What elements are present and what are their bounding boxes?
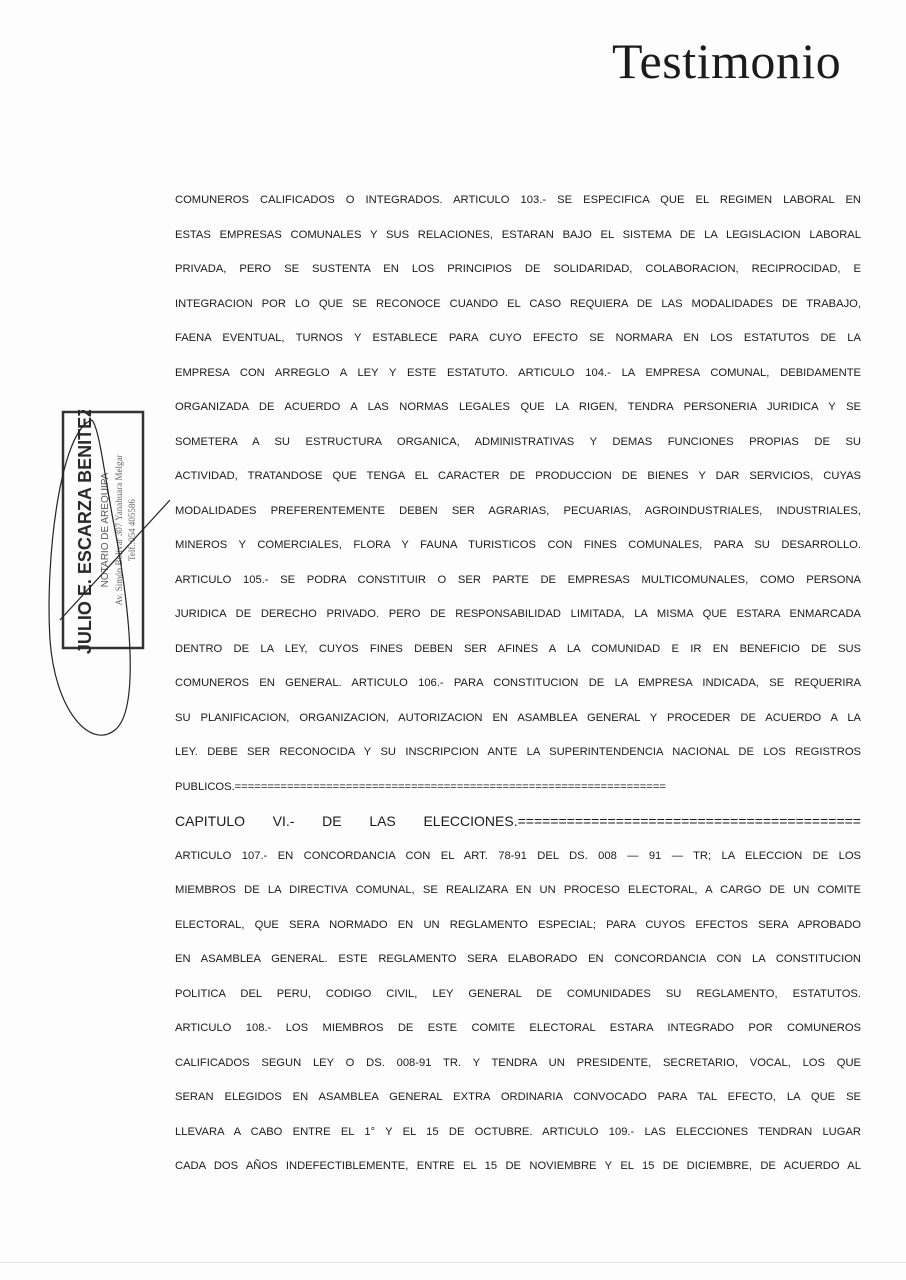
notary-stamp-graphic	[20, 410, 180, 770]
chapter-heading: CAPITULO VI.- DE LAS ELECCIONES.==========================================	[175, 813, 861, 829]
text-line: ELECTORAL, QUE SERA NORMADO EN UN REGLAMENTO ESPECIAL; PARA CUYOS EFECTOS SERA APROBADO	[175, 918, 861, 931]
text-line: ORGANIZADA DE ACUERDO A LAS NORMAS LEGALES QUE LA RIGEN, TENDRA PERSONERIA JURIDICA Y SE	[175, 401, 861, 413]
text-line: SERAN ELEGIDOS EN ASAMBLEA GENERAL EXTRA ORDINARIA CONVOCADO PARA TAL EFECTO, LA QUE SE	[175, 1091, 861, 1103]
text-line: PRIVADA, PERO SE SUSTENTA EN LOS PRINCIPIOS DE SOLIDARIDAD, COLABORACION, RECIPROCIDAD, E	[175, 263, 861, 275]
text-line: MIEMBROS DE LA DIRECTIVA COMUNAL, SE REALIZARA EN UN PROCESO ELECTORAL, A CARGO DE UN COMITE	[175, 884, 861, 896]
text-line: MINEROS Y COMERCIALES, FLORA Y FAUNA TURISTICOS CON FINES COMUNALES, PARA SU DESARROLLO.	[175, 539, 861, 551]
stamp-address: Av. Simón Bolívar 307 Yanahuara Melgar	[114, 454, 124, 606]
text-line: CALIFICADOS SEGUN LEY O DS. 008-91 TR. Y TENDRA UN PRESIDENTE, SECRETARIO, VOCAL, LOS QUE	[175, 1056, 861, 1069]
text-line: DENTRO DE LA LEY, CUYOS FINES DEBEN SER AFINES A LA COMUNIDAD E IR EN BENEFICIO DE SUS	[175, 642, 861, 655]
text-line: FAENA EVENTUAL, TURNOS Y ESTABLECE PARA CUYO EFECTO SE NORMARA EN LOS ESTATUTOS DE LA	[175, 332, 861, 344]
text-line: COMUNEROS CALIFICADOS O INTEGRADOS. ARTICULO 103.- SE ESPECIFICA QUE EL REGIMEN LABORAL EN	[175, 194, 861, 206]
page-title: Testimonio	[612, 33, 842, 89]
text-line: ESTAS EMPRESAS COMUNALES Y SUS RELACIONES, ESTARAN BAJO EL SISTEMA DE LA LEGISLACION LABORAL	[175, 228, 861, 241]
text-line: ACTIVIDAD, TRATANDOSE QUE TENGA EL CARACTER DE PRODUCCION DE BIENES Y DAR SERVICIOS, CUYAS	[175, 470, 861, 482]
text-line: SOMETERA A SU ESTRUCTURA ORGANICA, ADMINISTRATIVAS Y DEMAS FUNCIONES PROPIAS DE SU	[175, 435, 861, 448]
text-line: EMPRESA CON ARREGLO A LEY Y ESTE ESTATUTO. ARTICULO 104.- LA EMPRESA COMUNAL, DEBIDAMENTE	[175, 366, 861, 379]
text-line: ARTICULO 105.- SE PODRA CONSTITUIR O SER PARTE DE EMPRESAS MULTICOMUNALES, COMO PERSONA	[175, 573, 861, 586]
stamp-role: NOTARIO DE AREQUIPA	[100, 472, 111, 588]
text-line: INTEGRACION POR LO QUE SE RECONOCE CUANDO EL CASO REQUIERA DE LAS MODALIDADES DE TRABAJO,	[175, 297, 861, 310]
text-line: ARTICULO 107.- EN CONCORDANCIA CON EL ART. 78-91 DEL DS. 008 — 91 — TR; LA ELECCION DE LOS	[175, 849, 861, 862]
text-line: MODALIDADES PREFERENTEMENTE DEBEN SER AGRARIAS, PECUARIAS, AGROINDUSTRIALES, INDUSTRIALES,	[175, 504, 861, 517]
text-line: PUBLICOS.==================================================================	[175, 780, 666, 793]
text-line: POLITICA DEL PERU, CODIGO CIVIL, LEY GENERAL DE COMUNIDADES SU REGLAMENTO, ESTATUTOS.	[175, 987, 861, 1000]
notary-stamp	[20, 410, 180, 770]
stamp-phone: Telf.:054 405586	[127, 499, 137, 561]
text-line: JURIDICA DE DERECHO PRIVADO. PERO DE RESPONSABILIDAD LIMITADA, LA MISMA QUE ESTARA ENMARCADA	[175, 608, 861, 620]
text-line: EN ASAMBLEA GENERAL. ESTE REGLAMENTO SERA ELABORADO EN CONCORDANCIA CON LA CONSTITUCION	[175, 953, 861, 965]
text-line: LEY. DEBE SER RECONOCIDA Y SU INSCRIPCION ANTE LA SUPERINTENDENCIA NACIONAL DE LOS REGISTROS	[175, 746, 861, 758]
text-line: LLEVARA A CABO ENTRE EL 1° Y EL 15 DE OCTUBRE. ARTICULO 109.- LAS ELECCIONES TENDRAN LUGAR	[175, 1125, 861, 1138]
stamp-name: JULIO E. ESCARZA BENITEZ	[75, 410, 95, 655]
text-line: SU PLANIFICACION, ORGANIZACION, AUTORIZACION EN ASAMBLEA GENERAL Y PROCEDER DE ACUERDO A LA	[175, 711, 861, 724]
document-body	[175, 190, 861, 1191]
text-line: CADA DOS AÑOS INDEFECTIBLEMENTE, ENTRE EL 15 DE NOVIEMBRE Y EL 15 DE DICIEMBRE, DE ACUERDO AL	[175, 1160, 861, 1172]
text-line: COMUNEROS EN GENERAL. ARTICULO 106.- PARA CONSTITUCION DE LA EMPRESA INDICADA, SE REQUERIRA	[175, 677, 861, 689]
page-edge	[0, 1262, 906, 1263]
text-line: ARTICULO 108.- LOS MIEMBROS DE ESTE COMITE ELECTORAL ESTARA INTEGRADO POR COMUNEROS	[175, 1022, 861, 1034]
